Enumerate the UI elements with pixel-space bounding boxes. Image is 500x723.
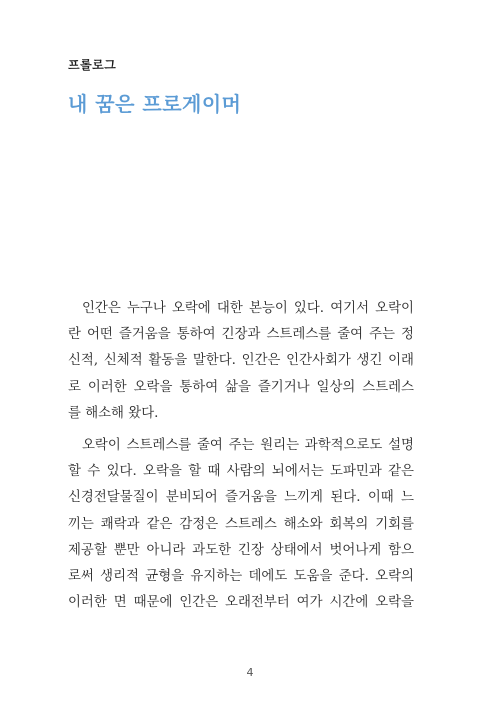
- page-number: 4: [246, 666, 254, 679]
- text-line: 로 이러한 오락을 통하여 삶을 즐기거나 일상의 스트레스: [68, 379, 414, 395]
- text-line: 로써 생리적 균형을 유지하는 데에도 도움을 준다. 오락의: [68, 569, 414, 585]
- text-line: 이러한 면 때문에 인간은 오래전부터 여가 시간에 오락을: [68, 595, 414, 611]
- text-line: 할 수 있다. 오락을 할 때 사람의 뇌에서는 도파민과 같은: [68, 464, 414, 480]
- paragraph-2: [68, 433, 414, 616]
- text-line: 제공할 뿐만 아니라 과도한 긴장 상태에서 벗어나게 함으: [68, 542, 414, 558]
- body-text: [68, 296, 414, 616]
- text-line: 란 어떤 즐거움을 통하여 긴장과 스트레스를 줄여 주는 정: [68, 327, 414, 343]
- text-line: 오락이 스트레스를 줄여 주는 원리는 과학적으로도 설명: [82, 438, 414, 454]
- chapter-title: 내 꿈은 프로게이머: [68, 92, 242, 116]
- text-line: 신경전달물질이 분비되어 즐거움을 느끼게 된다. 이때 느: [68, 490, 414, 506]
- paragraph-1: [68, 296, 414, 427]
- text-line: 끼는 쾌락과 같은 감정은 스트레스 해소와 회복의 기회를: [68, 516, 414, 532]
- section-label: 프롤로그: [68, 58, 117, 72]
- text-line: 신적, 신체적 활동을 말한다. 인간은 인간사회가 생긴 이래: [68, 353, 414, 369]
- text-line: 를 해소해 왔다.: [68, 405, 159, 421]
- text-line: 인간은 누구나 오락에 대한 본능이 있다. 여기서 오락이: [82, 301, 414, 316]
